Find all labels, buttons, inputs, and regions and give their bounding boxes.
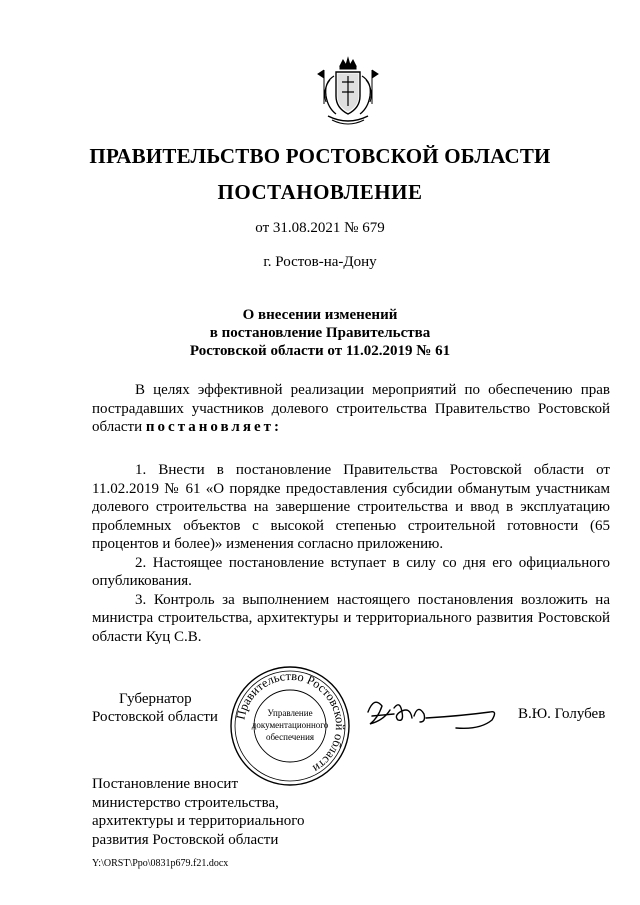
document-subject: [0, 306, 640, 360]
resolution-item-2: 2. Настоящее постановление вступает в силу со дня его официального опубликования.: [92, 554, 610, 589]
date-number: от 31.08.2021 № 679: [255, 220, 385, 236]
stamp-center-line: документационного: [251, 720, 329, 730]
subject-line: в постановление Правительства: [209, 325, 431, 341]
document-type: ПОСТАНОВЛЕНИЕ: [217, 180, 423, 204]
signatory-title-line: Ростовской области: [92, 709, 218, 725]
signatory-title-line: Губернатор: [119, 691, 192, 707]
resolution-item-1: 1. Внести в постановление Правительства Ростовской области от 11.02.2019 № 61 «О порядке предоставления субсидии обманутым участникам долевого строительства на завершение строительства и ввод в эксплуатацию проблемных объектов с высокой степенью строительной готовности (65 процентов и более)» изменения согласно приложению.: [92, 462, 610, 552]
note-line: министерство строительства,: [92, 794, 279, 811]
stamp-ring-text: Правительство Ростовской области: [233, 668, 348, 776]
resolution-items: [92, 461, 610, 646]
stamp-center-line: обеспечения: [265, 732, 315, 742]
city: г. Ростов-на-Дону: [263, 254, 377, 270]
signatory-name: В.Ю. Голубев: [518, 706, 606, 722]
intro-text: В целях эффективной реализации мероприятий по обеспечению прав пострадавших участников долевого строительства Правительство Ростовской области: [92, 382, 610, 435]
signatory-title: [92, 690, 218, 726]
government-title: ПРАВИТЕЛЬСТВО РОСТОВСКОЙ ОБЛАСТИ: [89, 144, 551, 168]
subject-line: О внесении изменений: [242, 307, 398, 323]
note-line: Постановление вносит: [92, 776, 239, 792]
subject-line: Ростовской области от 11.02.2019 № 61: [189, 343, 451, 359]
handwritten-signature: [360, 690, 500, 740]
resolves-word: постановляет:: [145, 419, 282, 435]
resolution-item-3: 3. Контроль за выполнением настоящего постановления возложить на министра строительства, архитектуры и территориального развития Ростовской области Куц С.В.: [92, 591, 610, 645]
intro-paragraph: [92, 381, 610, 437]
stamp-center-line: Управление: [267, 708, 313, 718]
coat-of-arms-icon: [316, 56, 380, 128]
official-stamp: [228, 664, 352, 788]
note-line: развития Ростовской области: [92, 831, 279, 848]
file-path: Y:\ORST\Ppo\0831p679.f21.docx: [92, 858, 229, 869]
note-line: архитектуры и территориального: [92, 813, 305, 829]
submitter-note: [92, 775, 305, 849]
